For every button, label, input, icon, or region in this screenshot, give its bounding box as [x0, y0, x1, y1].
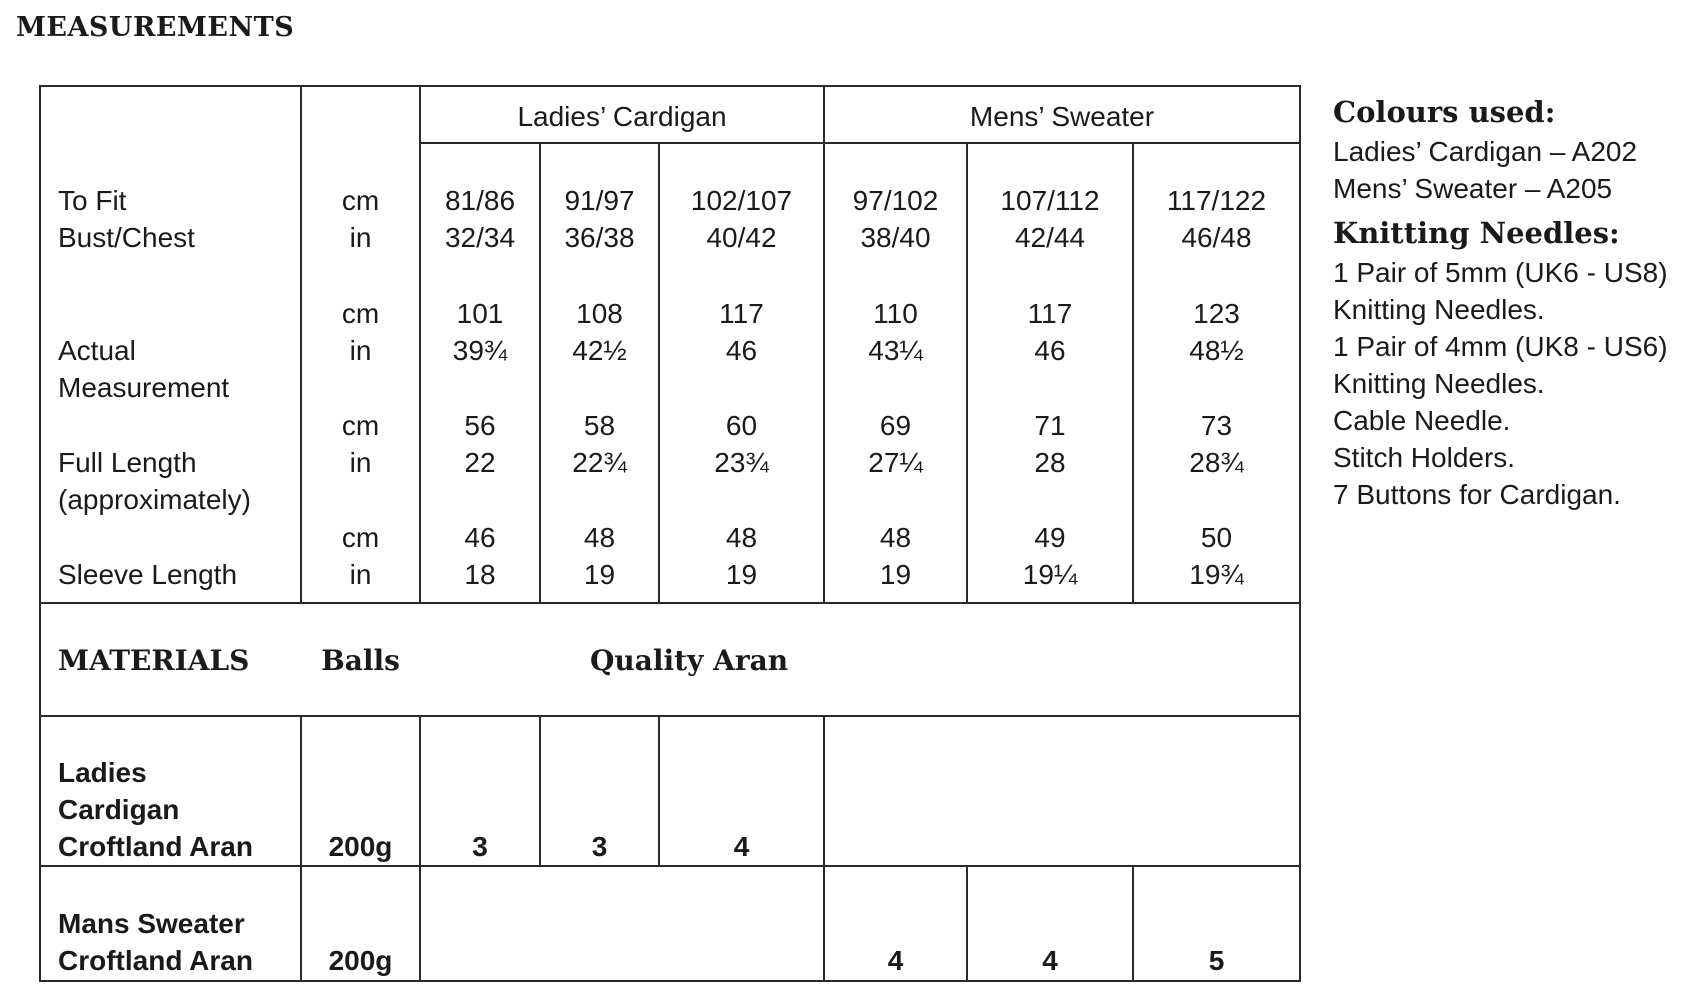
ladies-material-label: Ladies	[58, 757, 147, 788]
actual-in-value: 42½	[572, 335, 627, 366]
unit-cm: cm	[341, 410, 380, 441]
length-cm-value: 56	[464, 410, 496, 441]
balls-heading: Balls	[321, 644, 400, 677]
actual-cm-value: 123	[1193, 298, 1240, 329]
ladies-cardigan-header: Ladies’ Cardigan	[517, 101, 727, 132]
mans-weight: 200g	[328, 945, 393, 976]
needle-item: Stitch Holders.	[1333, 442, 1516, 473]
actual-in-value: 48½	[1189, 335, 1244, 366]
to-fit-cm-value: 97/102	[852, 185, 939, 216]
full-length-label: Full Length	[58, 447, 197, 478]
to-fit-cm-value: 107/112	[1000, 185, 1100, 216]
needle-item: Cable Needle.	[1333, 405, 1511, 436]
ladies-weight: 200g	[328, 831, 393, 862]
to-fit-cm-value: 117/122	[1166, 185, 1267, 216]
actual-in-value: 46	[1034, 335, 1066, 366]
sleeve-cm-value: 48	[583, 522, 616, 553]
sleeve-in-value: 19	[725, 559, 758, 590]
length-in-value: 28¾	[1189, 447, 1244, 478]
sleeve-in-value: 18	[464, 559, 496, 590]
sleeve-in-value: 19¾	[1189, 559, 1244, 590]
actual-cm-value: 117	[719, 298, 764, 329]
table-right-border	[1299, 85, 1301, 982]
to-fit-cm-value: 102/107	[690, 185, 793, 216]
col-divider	[823, 715, 825, 867]
table-left-border	[39, 85, 41, 982]
materials-heading: MATERIALS	[58, 644, 250, 677]
actual-in-value: 43¼	[868, 335, 923, 366]
croftland-aran-label: Croftland Aran	[58, 945, 253, 976]
to-fit-in-value: 36/38	[564, 222, 635, 253]
ladies-balls-value: 4	[733, 831, 750, 862]
length-cm-value: 58	[583, 410, 616, 441]
quality-heading: Quality Aran	[590, 644, 789, 677]
sleeve-in-value: 19	[879, 559, 912, 590]
to-fit-cm-value: 81/86	[444, 185, 516, 216]
bust-chest-label: Bust/Chest	[58, 222, 195, 253]
actual-cm-value: 117	[1027, 298, 1073, 329]
length-in-value: 28	[1034, 447, 1066, 478]
mans-sweater-material-label: Mans Sweater	[58, 908, 245, 939]
actual-cm-value: 101	[456, 298, 504, 329]
sleeve-cm-value: 48	[725, 522, 758, 553]
page-title: MEASUREMENTS	[16, 12, 295, 43]
mans-balls-value: 4	[887, 945, 904, 976]
sleeve-in-value: 19¼	[1022, 559, 1078, 590]
needle-item: Knitting Needles.	[1333, 368, 1545, 399]
mans-balls-value: 4	[1042, 945, 1058, 976]
to-fit-in-value: 38/40	[860, 222, 931, 253]
actual-label: Actual	[58, 335, 136, 366]
to-fit-in-value: 42/44	[1014, 222, 1086, 253]
to-fit-in-value: 40/42	[706, 222, 777, 253]
length-cm-value: 60	[725, 410, 758, 441]
measurements-bottom-border	[40, 602, 1300, 604]
to-fit-cm-value: 91/97	[564, 185, 635, 216]
length-cm-value: 73	[1200, 410, 1233, 441]
ladies-balls-value: 3	[591, 831, 608, 862]
sleeve-length-label: Sleeve Length	[58, 559, 238, 590]
sleeve-in-value: 19	[583, 559, 616, 590]
croftland-aran-label: Croftland Aran	[58, 831, 253, 862]
unit-in: in	[349, 559, 372, 590]
colour-item: Mens’ Sweater – A205	[1333, 173, 1613, 204]
cardigan-material-label: Cardigan	[58, 794, 180, 825]
to-fit-in-value: 32/34	[444, 222, 516, 253]
header-divider	[419, 142, 1300, 144]
sleeve-cm-value: 50	[1200, 522, 1233, 553]
unit-in: in	[349, 222, 372, 253]
ladies-balls-value: 3	[472, 831, 488, 862]
measurement-label: Measurement	[58, 372, 230, 403]
mens-sweater-header: Mens’ Sweater	[969, 101, 1155, 132]
length-in-value: 23¾	[714, 447, 769, 478]
unit-in: in	[349, 335, 372, 366]
mans-balls-value: 5	[1208, 945, 1225, 976]
unit-cm: cm	[341, 185, 380, 216]
length-cm-value: 69	[879, 410, 912, 441]
approximately-label: (approximately)	[58, 484, 251, 515]
length-in-value: 27¼	[868, 447, 923, 478]
colours-heading: Colours used:	[1333, 95, 1556, 129]
sleeve-cm-value: 48	[879, 522, 912, 553]
ladies-row-bottom	[40, 865, 1300, 867]
needle-item: 1 Pair of 5mm (UK6 - US8)	[1333, 257, 1668, 288]
unit-cm: cm	[341, 298, 380, 329]
actual-cm-value: 110	[873, 298, 918, 329]
unit-cm: cm	[341, 522, 380, 553]
actual-in-value: 46	[725, 335, 758, 366]
needles-heading: Knitting Needles:	[1333, 216, 1620, 250]
needle-item: 7 Buttons for Cardigan.	[1333, 479, 1621, 510]
length-in-value: 22	[464, 447, 496, 478]
materials-header-bottom	[40, 715, 1300, 717]
needle-item: Knitting Needles.	[1333, 294, 1545, 325]
colour-item: Ladies’ Cardigan – A202	[1333, 136, 1638, 167]
to-fit-in-value: 46/48	[1181, 222, 1252, 253]
table-bottom-border	[40, 980, 1300, 982]
actual-in-value: 39¾	[452, 335, 508, 366]
sleeve-cm-value: 46	[464, 522, 496, 553]
sleeve-cm-value: 49	[1034, 522, 1066, 553]
unit-in: in	[349, 447, 372, 478]
needle-item: 1 Pair of 4mm (UK8 - US6)	[1333, 331, 1668, 362]
actual-cm-value: 108	[576, 298, 623, 329]
to-fit-label: To Fit	[58, 185, 127, 216]
table-top-border	[40, 85, 1300, 87]
length-cm-value: 71	[1034, 410, 1066, 441]
length-in-value: 22¾	[572, 447, 627, 478]
